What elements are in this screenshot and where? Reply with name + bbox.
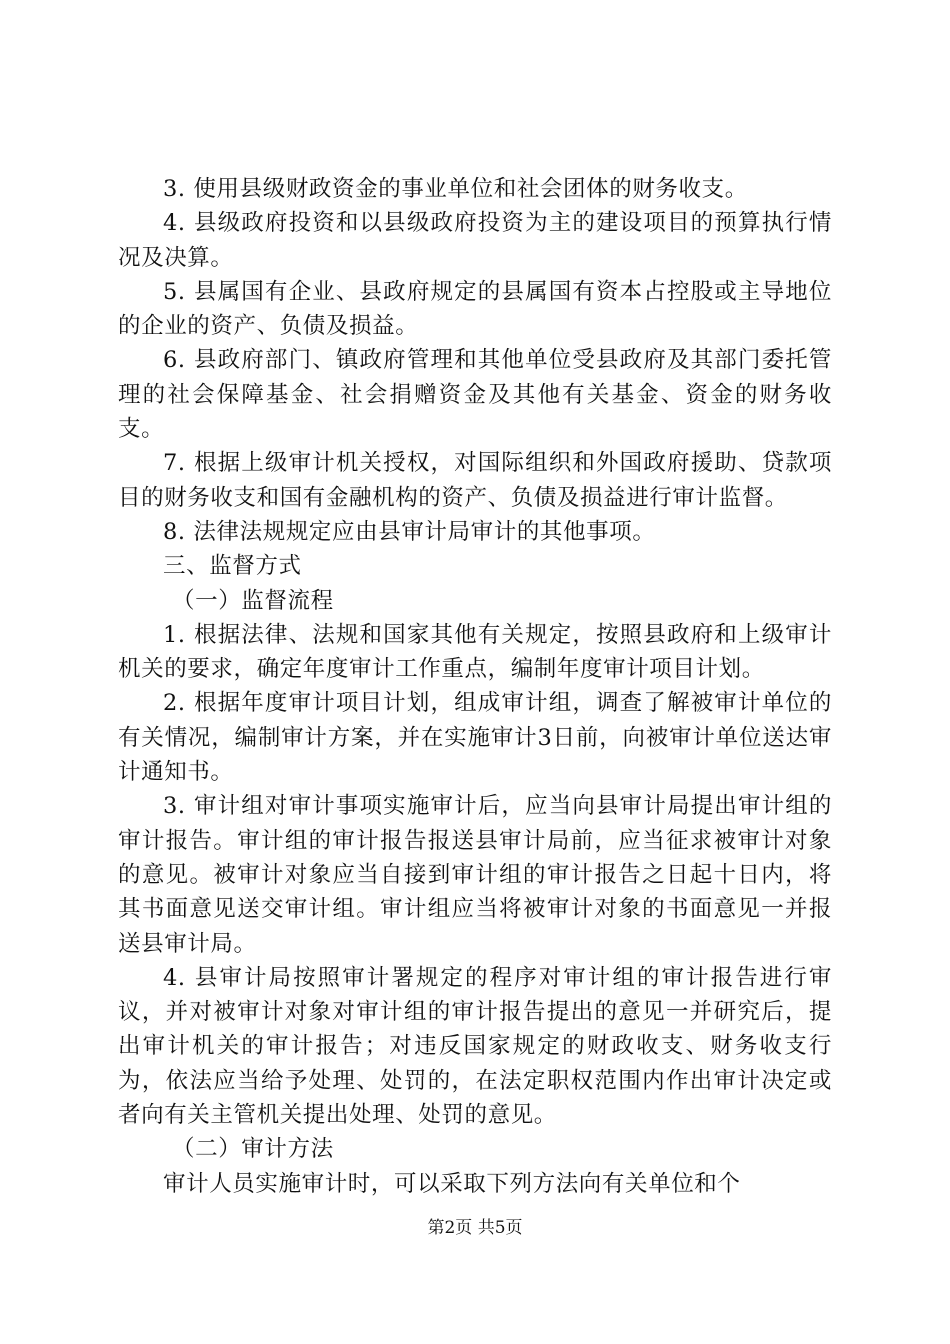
process-step-3: 3. 审计组对审计事项实施审计后，应当向县审计局提出审计组的审计报告。审计组的审计报告报送县审计局前，应当征求被审计对象的意见。被审计对象应当自接到审计组的审计报告之日起十日内，将其书面意见送交审计组。审计组应当将被审计对象的书面意见一并报送县审计局。 [118,793,832,957]
paragraph-item-3: 3. 使用县级财政资金的事业单位和社会团体的财务收支。 [163,176,748,202]
audit-methods-paragraph: 审计人员实施审计时，可以采取下列方法向有关单位和个 [163,1170,741,1197]
paragraph-item-6: 6. 县政府部门、镇政府管理和其他单位受县政府及其部门委托管理的社会保障基金、社会捐赠资金及其他有关基金、资金的财务收支。 [118,347,832,443]
document-body [118,172,832,1201]
subsection-heading-audit-methods: （二）审计方法 [172,1136,334,1163]
paragraph-item-8: 8. 法律法规规定应由县审计局审计的其他事项。 [163,518,656,545]
process-step-1: 1. 根据法律、法规和国家其他有关规定，按照县政府和上级审计机关的要求，确定年度审计工作重点，编制年度审计项目计划。 [118,621,832,683]
page-number: 第2页 共5页 [427,1218,523,1238]
section-heading-supervision-method: 三、监督方式 [163,553,302,580]
page-footer [0,1217,950,1239]
paragraph-item-4: 4. 县级政府投资和以县级政府投资为主的建设项目的预算执行情况及决算。 [118,210,832,271]
subsection-heading-supervision-process: （一）监督流程 [172,587,334,614]
paragraph-item-7: 7. 根据上级审计机关授权，对国际组织和外国政府援助、贷款项目的财务收支和国有金融机构的资产、负债及损益进行审计监督。 [118,450,832,511]
process-step-4: 4. 县审计局按照审计署规定的程序对审计组的审计报告进行审议，并对被审计对象对审计组的审计报告提出的意见一并研究后，提出审计机关的审计报告；对违反国家规定的财政收支、财务收支行为，依法应当给予处理、处罚的，在法定职权范围内作出审计决定或者向有关主管机关提出处理、处罚的意见。 [118,964,832,1129]
process-step-2: 2. 根据年度审计项目计划，组成审计组，调查了解被审计单位的有关情况，编制审计方案，并在实施审计3日前，向被审计单位送达审计通知书。 [118,690,832,786]
paragraph-item-5: 5. 县属国有企业、县政府规定的县属国有资本占控股或主导地位的企业的资产、负债及损益。 [118,278,832,340]
